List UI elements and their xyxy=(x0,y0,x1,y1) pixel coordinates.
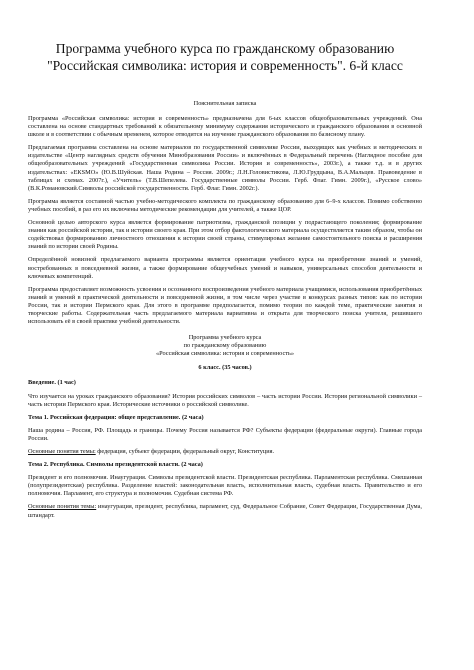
topic1-concepts xyxy=(28,448,422,456)
explanatory-note-heading: Пояснительная записка xyxy=(193,100,257,107)
concepts-label: Основные понятия темы: xyxy=(28,503,97,511)
paragraph-4: Основной целью авторского курса является формирование патриотизма, гражданской позиции у подрастающего поколения; формирование знания как российской истории, так и истории своего края. При этом отбор фактологического материала осуществляется таким образом, чтобы он содействовал формированию личностного отношения к истории своей страны, стимулировал желание самостоятельного поиска и расширения знаний по истории своей Родины. xyxy=(28,219,422,251)
topic2-concepts xyxy=(28,503,422,519)
program-title-line: «Российская символика: история и современность» xyxy=(155,350,295,358)
intro-heading: Введение. (1 час) xyxy=(28,379,76,387)
paragraph-5: Определённой новизной предлагаемого варианта программы является ориентация учебного курса на приобретение знаний и умений, востребованных в повседневной жизни, а также формирование общеучебных умений и навыков, универсальных способов деятельности и ключевых компетенций. xyxy=(28,256,422,280)
intro-text: Что изучается на уроках гражданского образования? История российских символов – часть истории России. История региональной символики – часть истории Пермского края. Исторические источники о российской символике. xyxy=(28,392,422,408)
program-title-line: Программа учебного курса xyxy=(188,334,262,342)
concepts-label: Основные понятия темы: xyxy=(28,448,96,455)
topic1-heading: Тема 1. Российская федерация: общее представление. (2 часа) xyxy=(28,413,204,421)
program-title-line: по гражданскому образованию xyxy=(183,342,267,350)
concepts-list: федерация, субъект федерации, федеральный округ, Конституция. xyxy=(95,448,275,455)
document-title: Программа учебного курса по гражданскому образованию "Российская символика: история и современность". 6-й класс xyxy=(47,41,403,73)
paragraph-3: Программа является составной частью учебно-методического комплекта по гражданскому образованию для 6–9-х классов. Помимо собственно учебных пособий, в раз его их включены методические рекомендации для учителей, а также ЦОР. xyxy=(28,197,422,213)
paragraph-1: Программа «Российская символика: история и современность» предназначена для 6-ых классов общеобразовательных учреждений. Она составлена на основе стандартных требований к обязательному минимуму содержания исторического и гражданского образования в основной школе и в соответствии с обычным временем, которое отводится на изучение гражданского образования по базисному плану. xyxy=(28,115,422,139)
paragraph-2: Предлагаемая программа составлена на основе материалов по государственной символике России, выходящих как учебных и методических в издательстве «Центр наглядных средств обучения Минобразования России» и включённых в Федеральный перечень (Наглядное пособие для общеобразовательных учреждений «Государственная символика России. История и современность», 2003г.), а также т.д. и в других издательствах: «ЕКSМО» (Ю.В.Шуйская. Наша Родина – Россия. 2009г.; Л.Н.Головистикова, Л.Ю.Грудцына, В.А.Мальцев. Правоведение в таблицах и схемах. 2007г.), «Учитель» (Т.В.Шепелева. Государственные символы России. Герб. Флаг. Гимн. 2009г.), «Русское слово» (В.К.Романовский.Символы российской государственности. Герб. Флаг. Гимн. 2002г.). xyxy=(28,144,422,192)
program-title xyxy=(28,334,422,358)
concepts-list: инаугурация, президент, республика, парламент, суд, Федеральное Собрание, Совет Федерации, Государственная Дума, штандарт. xyxy=(28,503,422,519)
topic1-text: Наша родина – Россия, РФ. Площадь и границы. Почему Россия называется РФ? Субъекты федерации (федеральные округи). Главные города России. xyxy=(28,426,422,442)
paragraph-6: Программа предоставляет возможность усвоения и осознанного воспроизведения учебного материала учащимися, использования приобретённых знаний и умений в практической деятельности и повседневной жизни, в том числе через участие в конкурсах разных типов: как по истории России, так и истории Пермского края. Для этого в программе предполагается, помимо теории по каждой теме, практические занятия и творческие работы. Содержательная часть предлагаемого материала вариативна и открыта для творческого поиска учителя, решившего использовать её в своей практике учебной деятельности. xyxy=(28,285,422,326)
topic2-text: Президент и его полномочия. Инаугурация. Символы президентской власти. Президентская республика. Парламентская республика. Смешанная (полупрезидентская) республика. Разделение властей: законодательная власть, исполнительная власть, судебная власть. Правительство и его полномочия. Парламент, его структура и полномочия. Судебная система РФ. xyxy=(28,474,422,498)
topic2-heading: Тема 2. Республика. Символы президентской власти. (2 часа) xyxy=(28,461,203,469)
grade-line: 6 класс. (35 часов.) xyxy=(198,364,252,372)
